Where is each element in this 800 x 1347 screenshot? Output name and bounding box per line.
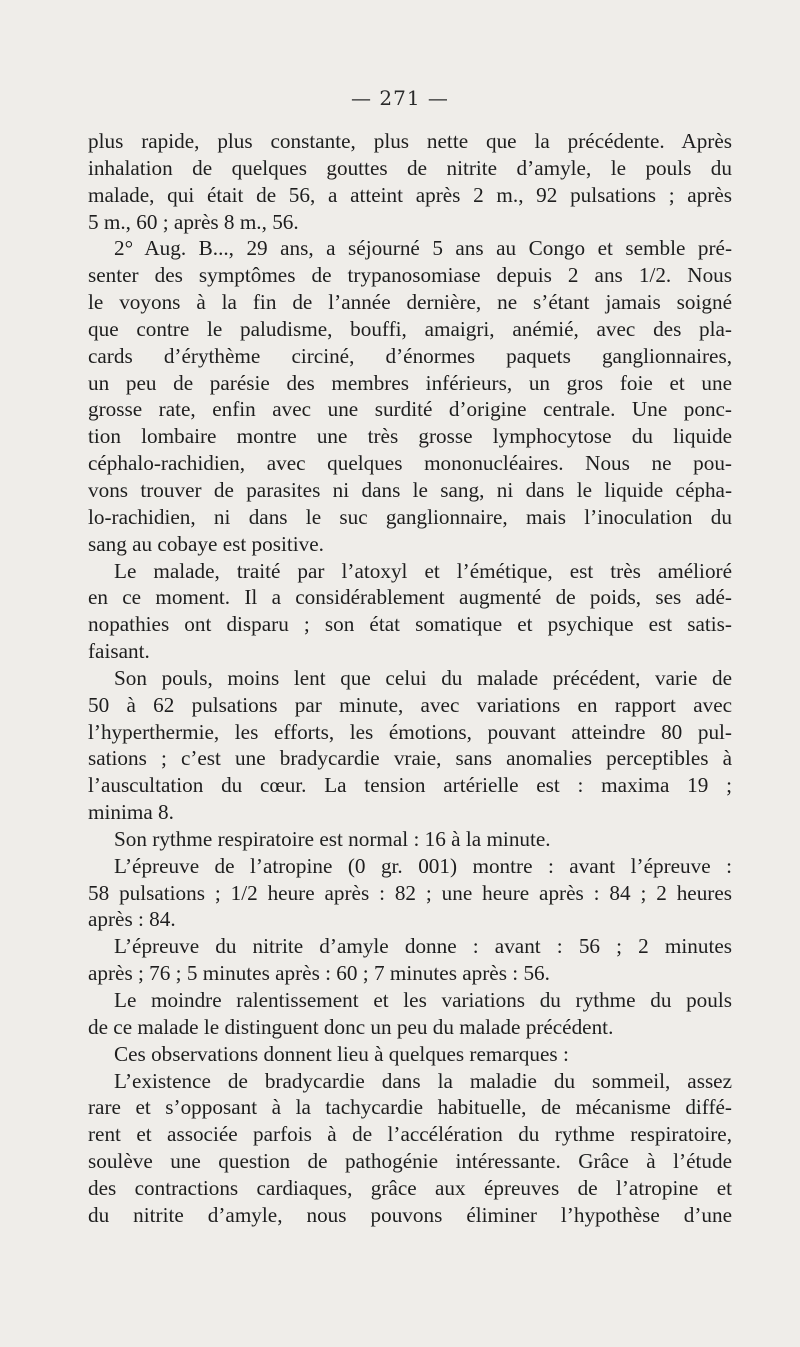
paragraph xyxy=(88,128,732,235)
text-line: senter des symptômes de trypanosomiase depuis 2 ans 1/2. Nous xyxy=(88,263,732,288)
text-line: 50 à 62 pulsations par minute, avec variations en rapport avec xyxy=(88,692,732,717)
text-line: après : 84. xyxy=(88,907,176,932)
text-line: après ; 76 ; 5 minutes après : 60 ; 7 minutes après : 56. xyxy=(88,961,550,986)
paragraph xyxy=(88,853,732,934)
text-line: vons trouver de parasites ni dans le sang, ni dans le liquide cépha- xyxy=(88,477,732,502)
text-line: Son pouls, moins lent que celui du malade précédent, varie de xyxy=(114,665,732,690)
text-line: grosse rate, enfin avec une surdité d’origine centrale. Une ponc- xyxy=(88,397,732,422)
text-line: faisant. xyxy=(88,639,150,664)
text-line: nopathies ont disparu ; son état somatique et psychique est satis- xyxy=(88,612,732,637)
paragraph xyxy=(88,987,732,1041)
text-line: 2° Aug. B..., 29 ans, a séjourné 5 ans au Congo et semble pré- xyxy=(114,236,732,261)
text-line: L’épreuve du nitrite d’amyle donne : avant : 56 ; 2 minutes xyxy=(114,934,732,959)
text-line: minima 8. xyxy=(88,800,174,825)
text-line: sations ; c’est une bradycardie vraie, sans anomalies perceptibles à xyxy=(88,746,732,771)
text-line: soulève une question de pathogénie intéressante. Grâce à l’étude xyxy=(88,1149,732,1174)
text-line: l’hyperthermie, les efforts, les émotions, pouvant atteindre 80 pul- xyxy=(88,719,732,744)
body-text xyxy=(88,128,732,1229)
text-line: L’existence de bradycardie dans la maladie du sommeil, assez xyxy=(114,1068,732,1093)
text-line: de ce malade le distinguent donc un peu du malade précédent. xyxy=(88,1014,614,1039)
text-line: en ce moment. Il a considérablement augmenté de poids, ses adé- xyxy=(88,585,732,610)
text-line: L’épreuve de l’atropine (0 gr. 001) montre : avant l’épreuve : xyxy=(114,853,732,878)
text-line: sang au cobaye est positive. xyxy=(88,531,324,556)
text-line: rent et associée parfois à de l’accélération du rythme respiratoire, xyxy=(88,1122,732,1147)
text-line: Le moindre ralentissement et les variations du rythme du pouls xyxy=(114,988,732,1012)
text-line: Le malade, traité par l’atoxyl et l’émétique, est très amélioré xyxy=(114,558,732,583)
text-line: rare et s’opposant à la tachycardie habituelle, de mécanisme diffé- xyxy=(88,1095,732,1120)
text-line: 5 m., 60 ; après 8 m., 56. xyxy=(88,209,299,234)
text-line: le voyons à la fin de l’année dernière, ne s’étant jamais soigné xyxy=(88,290,732,315)
paragraph xyxy=(88,235,732,557)
paragraph xyxy=(88,933,732,987)
page-number: — 271 — xyxy=(351,86,449,110)
text-line: 58 pulsations ; 1/2 heure après : 82 ; une heure après : 84 ; 2 heures xyxy=(88,880,732,905)
paragraph xyxy=(88,1068,732,1229)
text-line: céphalo-rachidien, avec quelques mononucléaires. Nous ne pou- xyxy=(88,451,732,476)
paragraph xyxy=(88,1041,732,1068)
text-line: des contractions cardiaques, grâce aux épreuves de l’atropine et xyxy=(88,1175,732,1200)
text-line: du nitrite d’amyle, nous pouvons éliminer l’hypothèse d’une xyxy=(88,1202,732,1227)
paragraph xyxy=(88,826,732,853)
text-line: malade, qui était de 56, a atteint après 2 m., 92 pulsations ; après xyxy=(88,182,732,207)
paragraph xyxy=(88,665,732,826)
text-line: Ces observations donnent lieu à quelques remarques : xyxy=(114,1041,569,1066)
text-line: plus rapide, plus constante, plus nette que la précédente. Après xyxy=(88,129,732,153)
text-line: que contre le paludisme, bouffi, amaigri, anémié, avec des pla- xyxy=(88,316,732,341)
text-line: cards d’érythème circiné, d’énormes paquets ganglionnaires, xyxy=(88,343,732,368)
paragraph xyxy=(88,558,732,665)
text-line: tion lombaire montre une très grosse lymphocytose du liquide xyxy=(88,424,732,449)
text-line: un peu de parésie des membres inférieurs, un gros foie et une xyxy=(88,370,732,395)
text-line: inhalation de quelques gouttes de nitrite d’amyle, le pouls du xyxy=(88,155,732,180)
text-line: l’auscultation du cœur. La tension artérielle est : maxima 19 ; xyxy=(88,773,732,798)
text-line: Son rythme respiratoire est normal : 16 à la minute. xyxy=(114,826,551,851)
text-line: lo-rachidien, ni dans le suc ganglionnaire, mais l’inoculation du xyxy=(88,504,732,529)
